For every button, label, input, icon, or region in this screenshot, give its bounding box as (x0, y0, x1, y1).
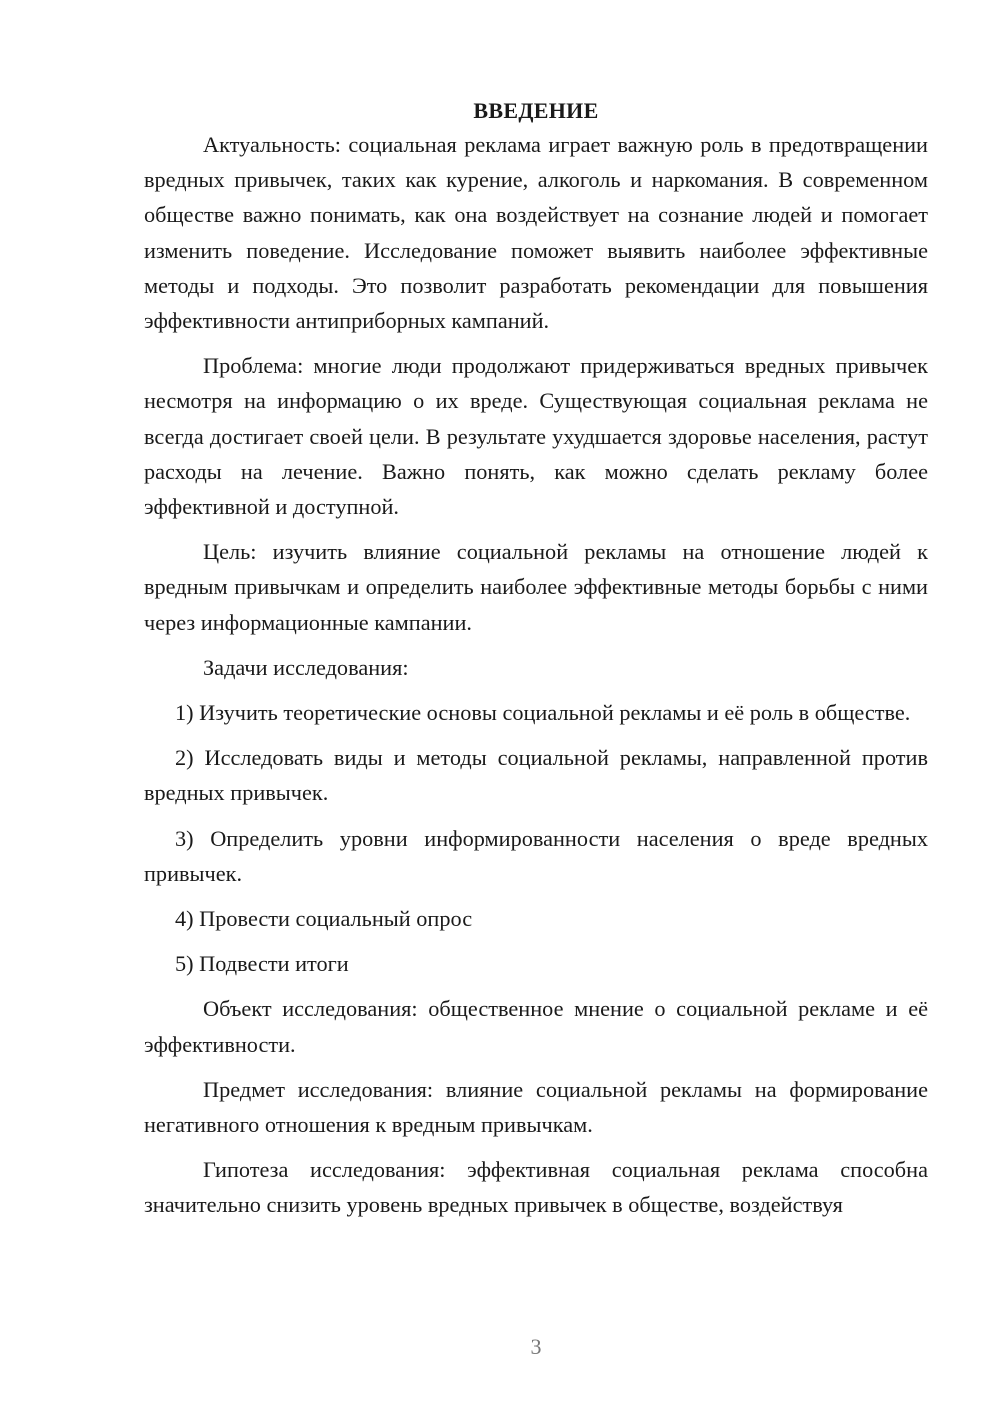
paragraph-problem: Проблема: многие люди продолжают придерживаться вредных привычек несмотря на информацию о их вреде. Существующая социальная реклама не всегда достигает своей цели. В результате ухудшается здоровье населения, растут расходы на лечение. Важно понять, как можно сделать рекламу более эффективной и доступной. (144, 353, 928, 520)
task-item-5: 5) Подвести итоги (175, 951, 349, 977)
task-item-2: 2) Исследовать виды и методы социальной рекламы, направленной против вредных привычек. (144, 745, 928, 806)
page-number: 3 (530, 1334, 542, 1359)
document-page (144, 94, 928, 1223)
tasks-heading: Задачи исследования: (203, 654, 409, 680)
paragraph-subject: Предмет исследования: влияние социальной рекламы на формирование негативного отношения к вредным привычкам. (144, 1076, 928, 1138)
task-item-3: 3) Определить уровни информированности населения о вреде вредных привычек. (144, 825, 928, 886)
paragraph-goal: Цель: изучить влияние социальной рекламы на отношение людей к вредным привычкам и определить наиболее эффективные методы борьбы с ними через информационные кампании. (144, 539, 928, 635)
paragraph-object: Объект исследования: общественное мнение о социальной рекламе и её эффективности. (144, 996, 928, 1057)
paragraph-relevance: Актуальность: социальная реклама играет важную роль в предотвращении вредных привычек, таких как курение, алкоголь и наркомания. В современном обществе важно понимать, как она воздействует на сознание людей и помогает изменить поведение. Исследование поможет выявить наиболее эффективные методы и подходы. Это позволит разработать рекомендации для повышения эффективности антиприборных кампаний. (144, 132, 928, 334)
paragraph-hypothesis: Гипотеза исследования: эффективная социальная реклама способна значительно снизить уровень вредных привычек в обществе, воздействуя (144, 1157, 928, 1218)
task-item-4: 4) Провести социальный опрос (175, 906, 473, 932)
page-title: ВВЕДЕНИЕ (473, 98, 599, 123)
task-item-1: 1) Изучить теоретические основы социальной рекламы и её роль в обществе. (175, 700, 911, 726)
